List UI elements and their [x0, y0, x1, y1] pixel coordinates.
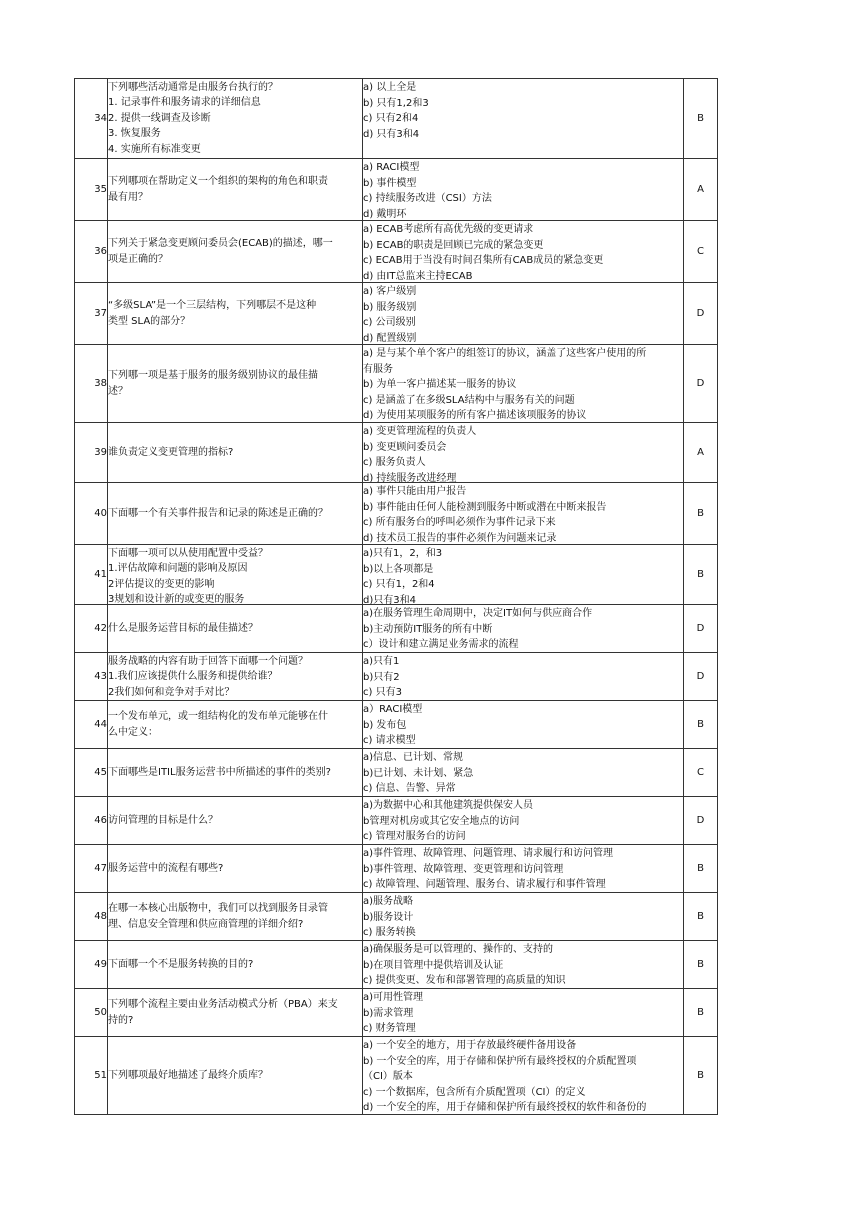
option-line: b) 一个安全的库，用于存储和保护所有最终授权的介质配置项: [363, 1055, 637, 1067]
question-number: 43: [75, 653, 108, 701]
question-text: [108, 701, 363, 749]
table-row: [75, 989, 718, 1037]
question-line: 一个发布单元，或一组结构化的发布单元能够在什: [108, 711, 328, 722]
question-text: [108, 893, 363, 941]
option-line: a)事件管理、故障管理、问题管理、请求履行和访问管理: [363, 848, 614, 859]
question-line: 1. 记录事件和服务请求的详细信息: [108, 97, 261, 109]
correct-answer: A: [684, 423, 718, 483]
option-line: a) RACI模型: [363, 162, 420, 173]
option-line: a)可用性管理: [363, 992, 424, 1003]
question-text: [108, 845, 363, 893]
option-line: b) 事件模型: [363, 177, 417, 189]
option-line: （CI）版本: [363, 1071, 413, 1082]
question-number: 38: [75, 345, 108, 423]
option-line: c) 管理对服务台的访问: [363, 831, 466, 842]
option-line: a)信息、已计划、常规: [363, 752, 464, 763]
question-line: 项是正确的？: [108, 253, 168, 265]
question-line: 3. 恢复服务: [108, 128, 161, 140]
table-row: [75, 159, 718, 221]
option-line: c) 故障管理、问题管理、服务台、请求履行和事件管理: [363, 879, 606, 890]
option-line: c) 提供变更、发布和部署管理的高质量的知识: [363, 975, 566, 986]
answer-options: [363, 545, 684, 605]
question-text: [108, 1037, 363, 1115]
answer-options: [363, 845, 684, 893]
correct-answer: D: [684, 653, 718, 701]
question-number: 41: [75, 545, 108, 605]
correct-answer: B: [684, 483, 718, 545]
option-line: d) 配置级别: [363, 332, 417, 344]
option-line: b)需求管理: [363, 1007, 414, 1019]
option-line: b)以上各项都是: [363, 563, 434, 575]
answer-options: [363, 423, 684, 483]
question-line: 1.评估故障和问题的影响及原因: [108, 563, 248, 574]
question-number: 49: [75, 941, 108, 989]
question-table-body: [75, 79, 718, 1115]
question-line: 下面哪一项可以从使用配置中受益？: [108, 547, 268, 559]
answer-options: [363, 283, 684, 345]
option-line: c) 财务管理: [363, 1023, 416, 1034]
table-row: [75, 605, 718, 653]
question-line: 下列哪一项是基于服务的服务级别协议的最佳描: [108, 370, 318, 381]
table-row: [75, 1037, 718, 1115]
correct-answer: B: [684, 1037, 718, 1115]
option-line: c) 一个数据库，包含所有介质配置项（CI）的定义: [363, 1086, 586, 1098]
question-line: 下列哪个流程主要由业务活动模式分析（PBA）来支: [108, 999, 338, 1010]
question-line: 4. 实施所有标准变更: [108, 143, 201, 155]
question-text: [108, 159, 363, 221]
question-text: [108, 797, 363, 845]
correct-answer: B: [684, 701, 718, 749]
question-number: 51: [75, 1037, 108, 1115]
question-text: [108, 483, 363, 545]
option-line: b) ECAB的职责是回顾已完成的紧急变更: [363, 239, 544, 251]
question-number: 42: [75, 605, 108, 653]
question-text: [108, 283, 363, 345]
option-line: d) 戴明环: [363, 208, 407, 220]
option-line: a) 事件只能由用户报告: [363, 486, 467, 497]
question-text: [108, 79, 363, 159]
option-line: c) 只有3: [363, 687, 402, 698]
option-line: b)主动预防IT服务的所有中断: [363, 623, 493, 635]
option-line: a) 以上全是: [363, 82, 417, 93]
question-number: 37: [75, 283, 108, 345]
option-line: b)只有2: [363, 671, 400, 683]
option-line: b) 服务级别: [363, 301, 417, 313]
option-line: 有服务: [363, 363, 393, 375]
question-line: 最有用？: [108, 191, 148, 203]
option-line: c) 所有服务台的呼叫必须作为事件记录下来: [363, 517, 556, 528]
table-row: [75, 749, 718, 797]
question-line: 2评估提议的变更的影响: [108, 578, 215, 590]
question-line: 下列哪些活动通常是由服务台执行的？: [108, 81, 278, 93]
option-line: a)服务战略: [363, 896, 414, 907]
question-text: [108, 545, 363, 605]
question-text: [108, 605, 363, 653]
question-number: 50: [75, 989, 108, 1037]
option-line: c) 信息、告警、异常: [363, 783, 456, 794]
answer-options: [363, 797, 684, 845]
table-row: [75, 545, 718, 605]
correct-answer: B: [684, 545, 718, 605]
question-line: 2. 提供一线调查及诊断: [108, 112, 211, 124]
option-line: c) 只有1，2和4: [363, 579, 435, 590]
option-line: c) 只有2和4: [363, 113, 419, 124]
question-number: 44: [75, 701, 108, 749]
option-line: b)已计划、未计划、紧急: [363, 767, 474, 779]
question-line: 下面哪一个不是服务转换的目的?: [108, 958, 254, 970]
table-row: [75, 797, 718, 845]
correct-answer: D: [684, 605, 718, 653]
option-line: c) 是涵盖了在多级SLA结构中与服务有关的问题: [363, 394, 575, 406]
answer-options: [363, 605, 684, 653]
option-line: a) ECAB考虑所有高优先级的变更请求: [363, 224, 534, 235]
correct-answer: D: [684, 283, 718, 345]
correct-answer: C: [684, 749, 718, 797]
answer-options: [363, 653, 684, 701]
option-line: b) 事件能由任何人能检测到服务中断或潜在中断来报告: [363, 501, 607, 513]
question-line: 么中定义：: [108, 726, 158, 738]
answer-options: [363, 79, 684, 159]
option-line: c）设计和建立满足业务需求的流程: [363, 639, 519, 650]
question-line: 下面哪些是ITIL服务运营书中所描述的事件的类别?: [108, 766, 331, 778]
question-number: 45: [75, 749, 108, 797]
question-number: 46: [75, 797, 108, 845]
question-number: 35: [75, 159, 108, 221]
option-line: c) 公司级别: [363, 317, 416, 328]
question-number: 39: [75, 423, 108, 483]
option-line: d) 为使用某项服务的所有客户描述该项服务的协议: [363, 410, 587, 421]
option-line: a)为数据中心和其他建筑提供保安人员: [363, 800, 534, 811]
option-line: b管理对机房或其它安全地点的访问: [363, 815, 520, 827]
table-row: [75, 423, 718, 483]
table-row: [75, 345, 718, 423]
answer-options: [363, 221, 684, 283]
table-row: [75, 283, 718, 345]
option-line: a)确保服务是可以管理的、操作的、支持的: [363, 944, 554, 955]
correct-answer: D: [684, 797, 718, 845]
answer-options: [363, 749, 684, 797]
question-text: [108, 221, 363, 283]
option-line: b) 只有1,2和3: [363, 97, 429, 109]
question-line: 在哪一本核心出版物中，我们可以找到服务目录管: [108, 903, 328, 914]
answer-options: [363, 1037, 684, 1115]
option-line: c) 服务负责人: [363, 457, 426, 468]
option-line: d) 由IT总监来主持ECAB: [363, 270, 473, 282]
question-text: [108, 749, 363, 797]
table-row: [75, 221, 718, 283]
question-line: “多级SLA”是一个三层结构，下列哪层不是这种: [108, 300, 317, 311]
question-line: 述？: [108, 385, 128, 397]
option-line: a)只有1: [363, 656, 400, 667]
answer-options: [363, 893, 684, 941]
table-row: [75, 941, 718, 989]
option-line: d) 一个安全的库，用于存储和保护所有最终授权的软件和备份的: [363, 1102, 647, 1113]
table-row: [75, 653, 718, 701]
option-line: a) 一个安全的地方，用于存放最终硬件备用设备: [363, 1040, 577, 1051]
answer-options: [363, 941, 684, 989]
option-line: d) 技术员工报告的事件必须作为问题来记录: [363, 532, 557, 544]
option-line: a）RACI模型: [363, 704, 423, 715]
correct-answer: B: [684, 79, 718, 159]
question-number: 47: [75, 845, 108, 893]
correct-answer: B: [684, 989, 718, 1037]
option-line: b) 变更顾问委员会: [363, 441, 447, 453]
question-line: 什么是服务运营目标的最佳描述？: [108, 622, 258, 634]
question-line: 下面哪一个有关事件报告和记录的陈述是正确的？: [108, 507, 328, 519]
option-line: d) 只有3和4: [363, 128, 420, 140]
option-line: a)在服务管理生命周期中，决定IT如何与供应商合作: [363, 608, 593, 619]
option-line: c) 请求模型: [363, 735, 416, 746]
question-line: 2我们如何和竞争对手对比？: [108, 686, 235, 698]
table-row: [75, 845, 718, 893]
question-table: [74, 78, 718, 1115]
table-row: [75, 483, 718, 545]
question-number: 34: [75, 79, 108, 159]
question-text: [108, 345, 363, 423]
question-number: 40: [75, 483, 108, 545]
option-line: b)服务设计: [363, 911, 414, 923]
answer-options: [363, 345, 684, 423]
option-line: a) 客户级别: [363, 286, 417, 297]
option-line: a) 是与某个单个客户的组签订的协议，涵盖了这些客户使用的所: [363, 348, 647, 359]
correct-answer: A: [684, 159, 718, 221]
correct-answer: D: [684, 345, 718, 423]
question-line: 3规划和设计新的或变更的服务: [108, 594, 245, 604]
question-text: [108, 941, 363, 989]
question-line: 持的?: [108, 1014, 134, 1026]
option-line: b) 为单一客户描述某一服务的协议: [363, 379, 517, 390]
question-number: 36: [75, 221, 108, 283]
question-line: 类型 SLA的部分？: [108, 315, 191, 327]
option-line: d)只有3和4: [363, 594, 416, 604]
option-line: c) ECAB用于当没有时间召集所有CAB成员的紧急变更: [363, 255, 604, 266]
question-number: 48: [75, 893, 108, 941]
option-line: b)事件管理、故障管理、变更管理和访问管理: [363, 863, 564, 875]
answer-options: [363, 701, 684, 749]
question-text: [108, 989, 363, 1037]
question-line: 访问管理的目标是什么？: [108, 814, 218, 826]
question-line: 下列哪项最好地描述了最终介质库？: [108, 1069, 268, 1081]
question-line: 1.我们应该提供什么服务和提供给谁？: [108, 671, 278, 682]
correct-answer: B: [684, 893, 718, 941]
question-line: 谁负责定义变更管理的指标?: [108, 446, 234, 458]
option-line: d) 持续服务改进经理: [363, 472, 457, 482]
option-line: c) 持续服务改进（CSI）方法: [363, 193, 492, 204]
option-line: b)在项目管理中提供培训及认证: [363, 959, 504, 971]
table-row: [75, 701, 718, 749]
question-line: 服务运营中的流程有哪些?: [108, 862, 224, 874]
question-line: 下列关于紧急变更顾问委员会(ECAB)的描述，哪一: [108, 238, 333, 249]
question-line: 理、信息安全管理和供应商管理的详细介绍?: [108, 918, 304, 930]
correct-answer: C: [684, 221, 718, 283]
option-line: b) 发布包: [363, 719, 407, 731]
table-row: [75, 79, 718, 159]
correct-answer: B: [684, 845, 718, 893]
answer-options: [363, 483, 684, 545]
question-text: [108, 423, 363, 483]
correct-answer: B: [684, 941, 718, 989]
option-line: a)只有1，2，和3: [363, 548, 443, 559]
option-line: c) 服务转换: [363, 927, 416, 938]
option-line: a) 变更管理流程的负责人: [363, 426, 477, 437]
question-line: 下列哪项在帮助定义一个组织的架构的角色和职责: [108, 176, 328, 187]
answer-options: [363, 159, 684, 221]
answer-options: [363, 989, 684, 1037]
question-line: 服务战略的内容有助于回答下面哪一个问题？: [108, 655, 308, 667]
question-text: [108, 653, 363, 701]
table-row: [75, 893, 718, 941]
